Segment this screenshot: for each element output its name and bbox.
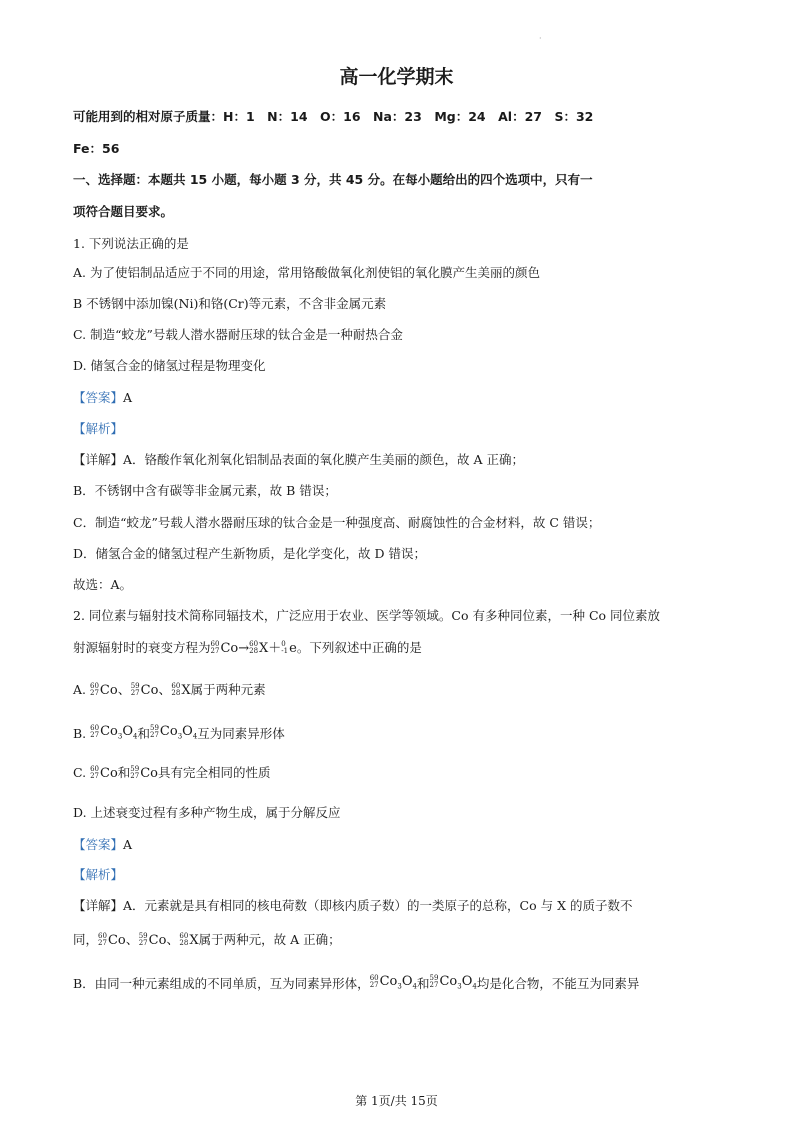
compound-formula: 59 27 $Co_3O_4$ — [429, 973, 477, 991]
option-a-text: 属于两种元素 — [190, 682, 266, 697]
q2-stem-line2 — [73, 639, 753, 658]
atomic-masses-line2: Fe：56 — [73, 141, 120, 156]
option-label: B. — [73, 725, 87, 741]
page-footer: 第 1页/共 15页 — [355, 1094, 438, 1108]
q2-answer — [73, 836, 753, 854]
compound-formula: 59 27 $Co_3O_4$ — [149, 723, 198, 741]
detail-a1-text: A．元素就是具有相同的核电荷数（即核内质子数）的一类原子的总称，Co 与 X 的质子数不 — [123, 898, 633, 913]
q2-option-a — [73, 681, 753, 700]
detail-b-and: 和 — [417, 975, 430, 991]
q1-option-a: A. 为了使铝制品适应于不同的用途，常用铬酸做氧化剂使铝的氧化膜产生美丽的颜色 — [73, 265, 540, 280]
option-c-and: 和 — [117, 765, 131, 780]
q1-detail-d: D．储氢合金的储氢过程产生新物质，是化学变化，故 D 错误； — [73, 546, 426, 561]
q2-stem-post: 。下列叙述中正确的是 — [296, 640, 422, 655]
detail-a2-pre: 同， — [73, 932, 99, 947]
q1-detail-a — [73, 451, 753, 469]
compound-formula: 60 27 $Co_3O_4$ — [90, 723, 138, 741]
decay-equation-formula: 60 27 Co→ 60 28 X＋ 0 -1 e — [210, 640, 297, 656]
section-heading-line1: 一、选择题：本题共 15 小题，每小题 3 分，共 45 分。在每小题给出的四个选项中，只有一 — [73, 172, 593, 187]
compound-formula: 60 27 $Co_3O_4$ — [369, 973, 417, 991]
q2-analysis-label: 【解析】 — [73, 867, 124, 882]
q1-option-c: C. 制造“蛟龙”号载人潜水器耐压球的钛合金是一种耐热合金 — [73, 327, 403, 342]
q1-option-b: B 不锈钢中添加镍(Ni)和铬(Cr)等元素，不含非金属元素 — [73, 296, 387, 311]
nuclide-formula: 60 27 Co — [90, 765, 118, 781]
answer-label: 【答案】 — [73, 390, 124, 405]
nuclide-formula: 59 27 Co — [130, 765, 158, 781]
q1-answer — [73, 389, 753, 407]
q1-stem: 1. 下列说法正确的是 — [73, 236, 189, 251]
option-label: C. — [73, 765, 87, 780]
option-label: A. — [73, 682, 87, 697]
atomic-masses-line1: 可能用到的相对原子质量：H：1 N：14 O：16 Na：23 Mg：24 Al：27 S：32 — [73, 109, 594, 124]
q2-detail-b — [73, 973, 753, 996]
section-heading-line2: 项符合题目要求。 — [73, 204, 174, 219]
detail-label: 【详解】 — [73, 898, 124, 913]
q1-analysis-label: 【解析】 — [73, 421, 124, 436]
detail-a2-post: 属于两种元，故 A 正确； — [198, 932, 341, 947]
detail-a-text: A．铬酸作氧化剂氧化铝制品表面的氧化膜产生美丽的颜色，故 A 正确； — [123, 452, 525, 467]
q1-detail-c: C．制造“蛟龙”号载人潜水器耐压球的钛合金是一种强度高、耐腐蚀性的合金材料，故 C 错误； — [73, 515, 601, 530]
page-title: 高一化学期末 — [339, 66, 454, 88]
answer-value: A — [123, 837, 133, 852]
q1-option-d: D. 储氢合金的储氢过程是物理变化 — [73, 358, 266, 373]
detail-label: 【详解】 — [73, 452, 124, 467]
q1-choose: 故选：A。 — [73, 577, 133, 592]
detail-b-post: 均是化合物，不能互为同素异 — [476, 975, 640, 991]
q2-stem-line1: 2. 同位素与辐射技术简称同辐技术，广泛应用于农业、医学等领域。Co 有多种同位素，一种 Co 同位素放 — [73, 608, 661, 623]
option-b-text: 互为同素异形体 — [197, 725, 285, 741]
q2-option-c — [73, 764, 753, 783]
q2-option-d: D. 上述衰变过程有多种产物生成，属于分解反应 — [73, 805, 341, 820]
q2-detail-a-line1 — [73, 897, 753, 915]
answer-value: A — [123, 390, 133, 405]
option-b-and: 和 — [137, 725, 150, 741]
detail-b-pre: B．由同一种元素组成的不同单质，互为同素异形体， — [73, 975, 370, 991]
q1-detail-b: B．不锈钢中含有碳等非金属元素，故 B 错误； — [73, 483, 337, 498]
q2-detail-a-line2 — [73, 931, 753, 950]
option-c-text: 具有完全相同的性质 — [158, 765, 271, 780]
nuclide-formula: 60 27 Co、 59 27 Co、 60 28 X — [98, 932, 199, 948]
q2-option-b — [73, 723, 753, 746]
nuclide-formula: 60 27 Co、 59 27 Co、 60 28 X — [90, 682, 191, 698]
header-mark: · — [539, 34, 542, 43]
answer-label: 【答案】 — [73, 837, 124, 852]
q2-stem-pre: 射源辐射时的衰变方程为 — [73, 640, 211, 655]
